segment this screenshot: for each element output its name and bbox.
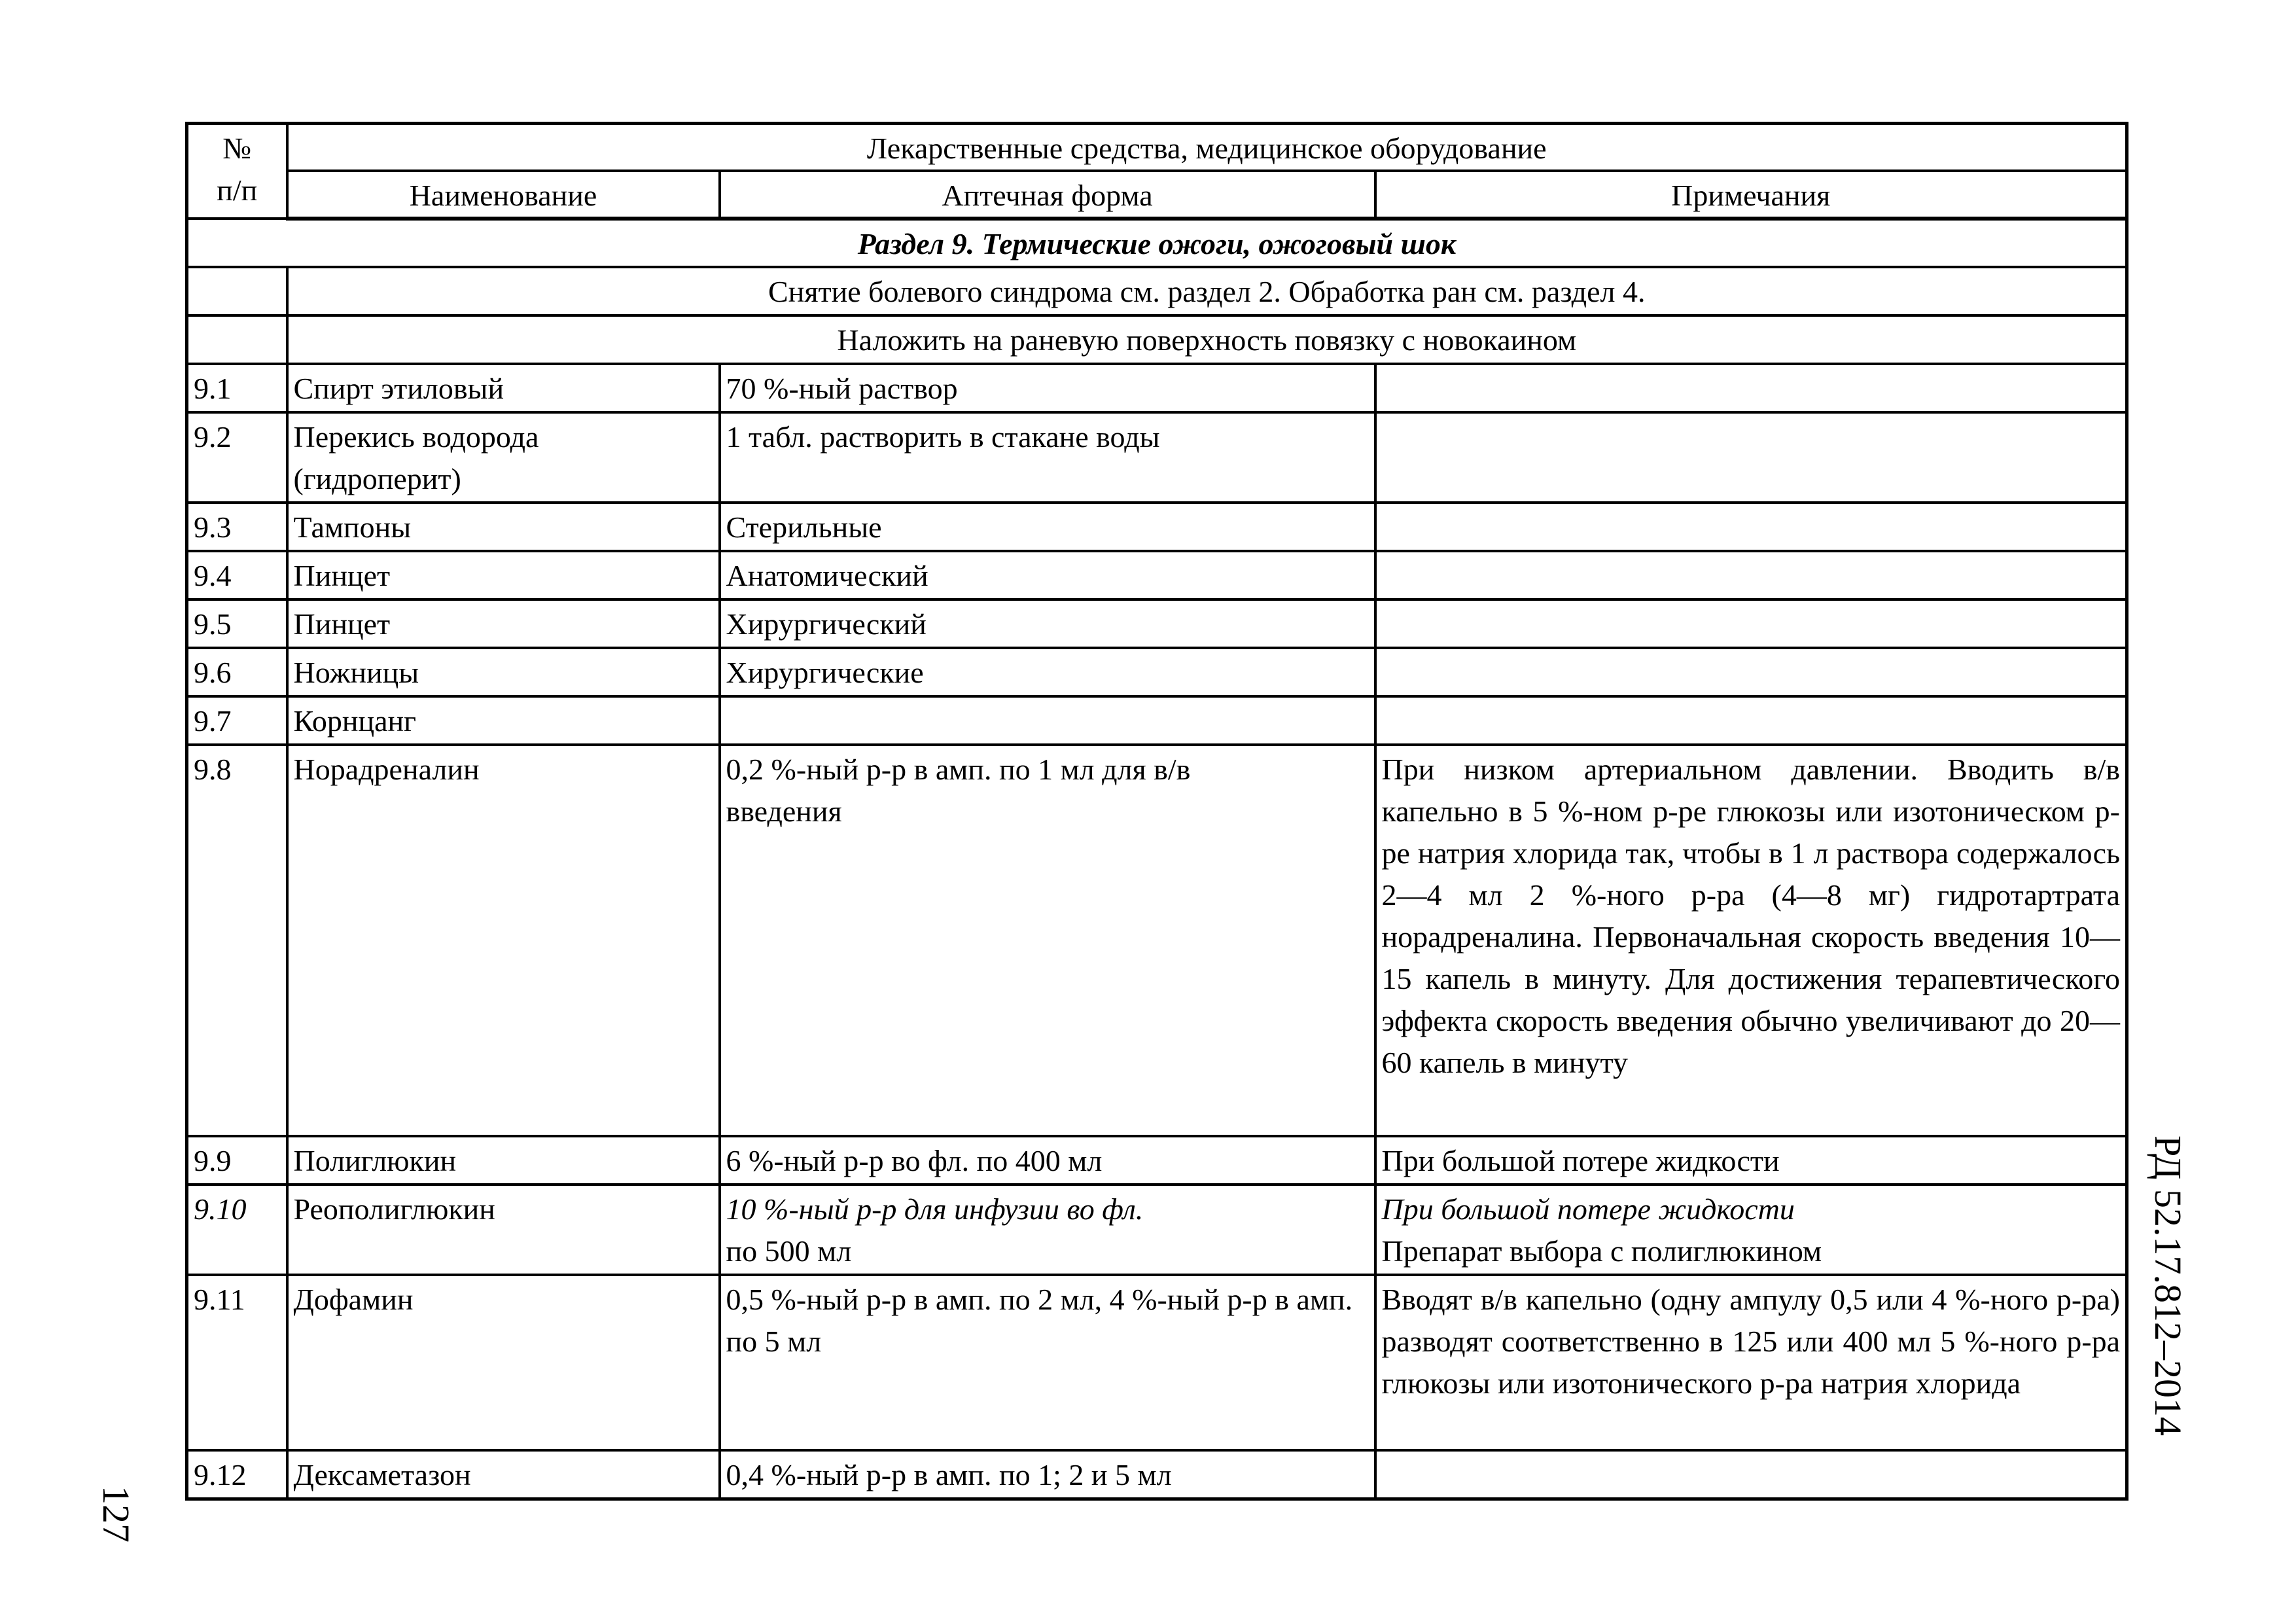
row-form: 0,2 %-ный р-р в амп. по 1 мл для в/в введения	[720, 745, 1375, 1136]
table-row	[187, 551, 2127, 599]
medication-table	[185, 122, 2128, 1501]
row-note	[1375, 1450, 2127, 1499]
table-row	[187, 412, 2127, 503]
section-note-2: Наложить на раневую поверхность повязку с новокаином	[287, 315, 2127, 364]
row-num: 9.8	[187, 745, 287, 1136]
row-note: При большой потере жидкости	[1381, 1192, 1795, 1226]
row-form: Хирургический	[720, 599, 1375, 648]
table-header-row-1	[187, 124, 2127, 171]
row-num: 9.1	[187, 364, 287, 412]
header-group-title: Лекарственные средства, медицинское оборудование	[287, 124, 2127, 171]
header-col-notes: Примечания	[1375, 171, 2127, 219]
section-note-1: Снятие болевого синдрома см. раздел 2. Обработка ран см. раздел 4.	[287, 267, 2127, 315]
row-form: 10 %-ный р-р для инфузии во фл.	[726, 1192, 1144, 1226]
table-row	[187, 364, 2127, 412]
row-num: 9.7	[187, 696, 287, 745]
row-num: 9.3	[187, 503, 287, 551]
row-form	[720, 696, 1375, 745]
row-note: При большой потере жидкости	[1375, 1136, 2127, 1185]
row-name: Спирт этиловый	[287, 364, 720, 412]
section-title: Раздел 9. Термические ожоги, ожоговый шок	[187, 219, 2127, 267]
table-header-row-2	[187, 171, 2127, 219]
table-row	[187, 648, 2127, 696]
document-code: РД 52.17.812–2014	[2147, 1135, 2189, 1436]
row-note: Вводят в/в капельно (одну ампулу 0,5 или 4 %-ного р-ра) разводят соответственно в 125 или 400 мл 5 %-ного р-ра глюкозы или изотонического р-ра натрия хлорида	[1375, 1275, 2127, 1450]
section-title-row	[187, 219, 2127, 267]
row-note: При низком артериальном давлении. Вводить в/в капельно в 5 %-ном р-ре глюкозы или изотоническом р-ре натрия хлорида так, чтобы в 1 л раствора содержалось 2—4 мл 2 %-ного р-ра (4—8 мг) гидротартрата норадреналина. Первоначальная скорость введения 10—15 капель в минуту. Для достижения терапевтического эффекта скорость введения обычно увеличивают до 20—60 капель в минуту	[1375, 745, 2127, 1136]
row-form-cell	[720, 1185, 1375, 1275]
row-note	[1375, 648, 2127, 696]
row-note	[1375, 599, 2127, 648]
row-name: Дексаметазон	[287, 1450, 720, 1499]
table-row	[187, 1450, 2127, 1499]
table-row	[187, 745, 2127, 1136]
row-form-line2: по 500 мл	[726, 1234, 852, 1268]
empty-cell	[187, 315, 287, 364]
row-form: 70 %-ный раствор	[720, 364, 1375, 412]
row-note	[1375, 412, 2127, 503]
row-num: 9.4	[187, 551, 287, 599]
table-row	[187, 1136, 2127, 1185]
header-col-form: Аптечная форма	[720, 171, 1375, 219]
row-num: 9.2	[187, 412, 287, 503]
row-name: Тампоны	[287, 503, 720, 551]
row-note	[1375, 551, 2127, 599]
row-num: 9.12	[187, 1450, 287, 1499]
table-row	[187, 1185, 2127, 1275]
section-note-row-2	[187, 315, 2127, 364]
row-name: Дофамин	[287, 1275, 720, 1450]
row-name: Корнцанг	[287, 696, 720, 745]
row-form: Анатомический	[720, 551, 1375, 599]
row-form: 0,5 %-ный р-р в амп. по 2 мл, 4 %-ный р-р в амп. по 5 мл	[720, 1275, 1375, 1450]
row-name: Полиглюкин	[287, 1136, 720, 1185]
section-note-row-1	[187, 267, 2127, 315]
header-col-name: Наименование	[287, 171, 720, 219]
table-row	[187, 696, 2127, 745]
row-num: 9.11	[187, 1275, 287, 1450]
row-form: Хирургические	[720, 648, 1375, 696]
table-row	[187, 1275, 2127, 1450]
row-note	[1375, 503, 2127, 551]
row-note-line2: Препарат выбора с полиглюкином	[1381, 1234, 1822, 1268]
row-name: Норадреналин	[287, 745, 720, 1136]
row-num: 9.5	[187, 599, 287, 648]
header-num-top: №	[222, 132, 252, 165]
row-note	[1375, 696, 2127, 745]
row-form: 0,4 %-ный р-р в амп. по 1; 2 и 5 мл	[720, 1450, 1375, 1499]
row-note	[1375, 364, 2127, 412]
row-num: 9.9	[187, 1136, 287, 1185]
row-form: Стерильные	[720, 503, 1375, 551]
row-num: 9.10	[187, 1185, 287, 1275]
row-name: Пинцет	[287, 599, 720, 648]
row-note-cell	[1375, 1185, 2127, 1275]
row-form: 1 табл. растворить в стакане воды	[720, 412, 1375, 503]
table-row	[187, 599, 2127, 648]
table-row	[187, 503, 2127, 551]
page-number: 127	[95, 1486, 137, 1543]
row-name: Реополиглюкин	[287, 1185, 720, 1275]
row-form: 6 %-ный р-р во фл. по 400 мл	[720, 1136, 1375, 1185]
row-name: Пинцет	[287, 551, 720, 599]
row-name: Ножницы	[287, 648, 720, 696]
empty-cell	[187, 267, 287, 315]
row-num: 9.6	[187, 648, 287, 696]
header-num-bottom: п/п	[217, 173, 258, 207]
header-num-cell	[187, 124, 287, 219]
row-name: Перекись водорода (гидроперит)	[287, 412, 720, 503]
